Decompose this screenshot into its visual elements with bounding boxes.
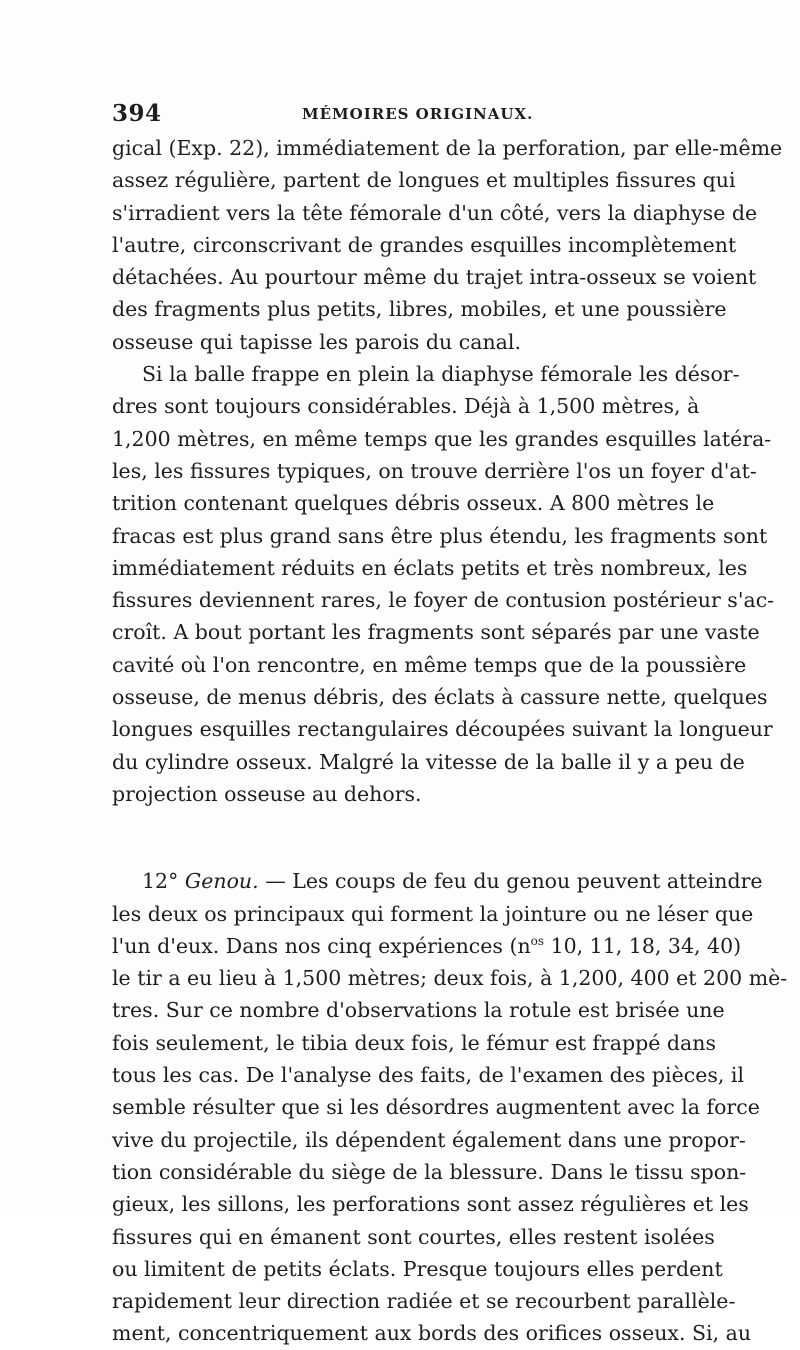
- text-line: dres sont toujours considérables. Déjà à 1,500 mètres, à: [112, 394, 700, 419]
- text-line: tion considérable du siège de la blessure. Dans le tissu spon-: [112, 1159, 747, 1184]
- text-line: gical (Exp. 22), immédiatement de la perforation, par elle-même: [112, 136, 783, 160]
- text-line: des fragments plus petits, libres, mobiles, et une poussière: [112, 297, 727, 322]
- section-text: — Les coups de feu du genou peuvent atteindre: [265, 869, 763, 894]
- section-title: Genou.: [184, 869, 259, 894]
- section-gap: [112, 810, 697, 865]
- text-line: 1,200 mètres, en même temps que les grandes esquilles latéra-: [112, 426, 772, 451]
- text-line: vive du projectile, ils dépendent également dans une propor-: [112, 1127, 746, 1152]
- text-line: [112, 930, 742, 962]
- text-line: ment, concentriquement aux bords des orifices osseux. Si, au: [112, 1321, 752, 1346]
- running-head: MÉMOIRES ORIGINAUX.: [302, 105, 534, 123]
- text-line: fissures qui en émanent sont courtes, elles restent isolées: [112, 1224, 715, 1249]
- body-text: [112, 132, 788, 1350]
- text-line: semble résulter que si les désordres augmentent avec la force: [112, 1095, 760, 1120]
- text-line: s'irradient vers la tête fémorale d'un côté, vers la diaphyse de: [112, 200, 758, 225]
- text-line: rapidement leur direction radiée et se recourbent parallèle-: [112, 1289, 736, 1314]
- text-line: détachées. Au pourtour même du trajet intra-osseux se voient: [112, 265, 757, 290]
- text-line: osseuse qui tapisse les parois du canal.: [112, 329, 521, 354]
- text-line: du cylindre osseux. Malgré la vitesse de la balle il y a peu de: [112, 749, 745, 774]
- text-line: longues esquilles rectangulaires découpées suivant la longueur: [112, 717, 773, 742]
- text-line: Si la balle frappe en plein la diaphyse fémorale les désor-: [142, 362, 740, 387]
- text-fragment: l'un d'eux. Dans nos cinq expériences (n: [112, 933, 531, 958]
- text-line: croît. A bout portant les fragments sont séparés par une vaste: [112, 620, 760, 645]
- text-line: tous les cas. De l'analyse des faits, de l'examen des pièces, il: [112, 1063, 745, 1088]
- text-line: gieux, les sillons, les perforations sont assez régulières et les: [112, 1192, 749, 1217]
- superscript: os: [530, 934, 545, 948]
- text-line: immédiatement réduits en éclats petits et très nombreux, les: [112, 555, 748, 580]
- text-line: fracas est plus grand sans être plus étendu, les fragments sont: [112, 523, 768, 548]
- text-line: fois seulement, le tibia deux fois, le fémur est frappé dans: [112, 1030, 716, 1055]
- section-number: 12°: [142, 869, 179, 894]
- text-line: tres. Sur ce nombre d'observations la rotule est brisée une: [112, 998, 725, 1023]
- paragraph-femur-diaphysis: [112, 358, 775, 810]
- text-line: l'autre, circonscrivant de grandes esquilles incomplètement: [112, 232, 737, 257]
- text-line: ou limitent de petits éclats. Presque toujours elles perdent: [112, 1256, 723, 1281]
- page-header: [112, 100, 702, 130]
- text-line: le tir a eu lieu à 1,500 mètres; deux fois, à 1,200, 400 et 200 mè-: [112, 966, 788, 991]
- text-line: cavité où l'on rencontre, en même temps que de la poussière: [112, 652, 747, 677]
- text-line: trition contenant quelques débris osseux. A 800 mètres le: [112, 491, 715, 516]
- text-fragment: 10, 11, 18, 34, 40): [544, 933, 742, 958]
- text-line: assez régulière, partent de longues et multiples fissures qui: [112, 168, 736, 193]
- text-line: osseuse, de menus débris, des éclats à cassure nette, quelques: [112, 685, 768, 710]
- text-line: les, les fissures typiques, on trouve derrière l'os un foyer d'at-: [112, 458, 757, 483]
- paragraph-genou: [112, 865, 788, 1349]
- section-heading-line: [112, 865, 763, 897]
- text-line: fissures deviennent rares, le foyer de contusion postérieur s'ac-: [112, 588, 775, 613]
- paragraph-femur-neck: [112, 132, 783, 358]
- text-line: les deux os principaux qui forment la jointure ou ne léser que: [112, 901, 754, 926]
- text-line: projection osseuse au dehors.: [112, 781, 422, 806]
- page-number: 394: [112, 100, 162, 127]
